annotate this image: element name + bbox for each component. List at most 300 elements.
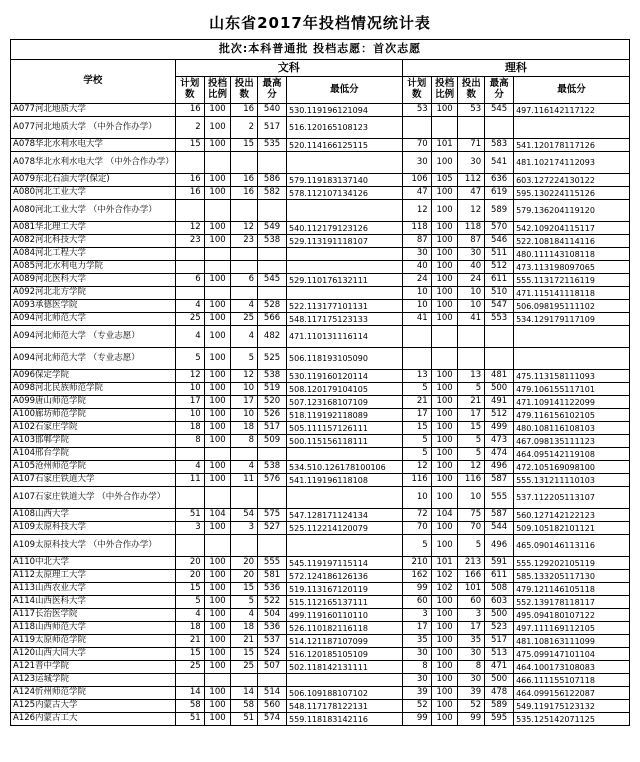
li-high-cell: 512 (485, 409, 514, 422)
li-high-cell: 547 (485, 300, 514, 313)
li-out-cell: 166 (458, 570, 485, 583)
wen-plan-cell: 10 (175, 383, 204, 396)
wen-high-cell: 538 (258, 235, 287, 248)
school-name-cell: A080河北工业大学 （中外合作办学） (11, 200, 176, 222)
li-high-cell: 478 (485, 687, 514, 700)
li-out-cell: 118 (458, 222, 485, 235)
wen-plan-cell: 18 (175, 422, 204, 435)
wen-ratio-cell (204, 261, 231, 274)
li-high-cell: 611 (485, 274, 514, 287)
li-high-cell: 589 (485, 700, 514, 713)
wen-low-cell: 520.114166125115 (287, 139, 403, 152)
li-high-cell: 512 (485, 261, 514, 274)
li-plan-cell: 210 (402, 557, 431, 570)
li-plan-cell: 13 (402, 370, 431, 383)
wen-out-cell: 16 (231, 174, 258, 187)
li-ratio-cell: 100 (431, 274, 458, 287)
li-plan-cell: 10 (402, 287, 431, 300)
header-wen-high: 最高分 (258, 77, 287, 104)
school-name-cell: A080河北工业大学 (11, 187, 176, 200)
wen-ratio-cell (204, 200, 231, 222)
li-low-cell: 555.129202105119 (514, 557, 630, 570)
wen-out-cell (231, 448, 258, 461)
li-ratio-cell (431, 348, 458, 370)
li-low-cell: 585.133205117130 (514, 570, 630, 583)
li-low-cell: 595.130224115126 (514, 187, 630, 200)
li-high-cell: 499 (485, 422, 514, 435)
li-low-cell: 497.111169112105 (514, 622, 630, 635)
li-ratio-cell: 100 (431, 487, 458, 509)
wen-out-cell (231, 261, 258, 274)
wen-ratio-cell: 100 (204, 383, 231, 396)
li-low-cell: 479.116156102105 (514, 409, 630, 422)
li-low-cell: 579.136204119120 (514, 200, 630, 222)
li-high-cell: 500 (485, 383, 514, 396)
wen-high-cell (258, 287, 287, 300)
li-out-cell: 12 (458, 200, 485, 222)
wen-out-cell: 14 (231, 687, 258, 700)
wen-low-cell: 502.118142131111 (287, 661, 403, 674)
wen-out-cell: 11 (231, 474, 258, 487)
li-ratio-cell: 100 (431, 535, 458, 557)
table-row (11, 635, 630, 648)
li-high-cell: 587 (485, 509, 514, 522)
wen-ratio-cell: 100 (204, 648, 231, 661)
li-high-cell: 473 (485, 435, 514, 448)
li-plan-cell: 30 (402, 674, 431, 687)
li-out-cell: 52 (458, 700, 485, 713)
li-out-cell: 35 (458, 635, 485, 648)
li-out-cell: 70 (458, 522, 485, 535)
wen-plan-cell: 4 (175, 300, 204, 313)
li-low-cell: 560.127142122123 (514, 509, 630, 522)
wen-out-cell (231, 200, 258, 222)
li-plan-cell: 47 (402, 187, 431, 200)
wen-plan-cell: 16 (175, 174, 204, 187)
li-high-cell: 481 (485, 370, 514, 383)
li-plan-cell: 53 (402, 104, 431, 117)
wen-low-cell: 548.117175123133 (287, 313, 403, 326)
wen-high-cell: 504 (258, 609, 287, 622)
wen-out-cell: 58 (231, 700, 258, 713)
table-row (11, 522, 630, 535)
wen-ratio-cell: 100 (204, 622, 231, 635)
wen-low-cell: 519.113167120119 (287, 583, 403, 596)
li-high-cell: 471 (485, 661, 514, 674)
wen-ratio-cell (204, 248, 231, 261)
wen-low-cell: 526.110182116118 (287, 622, 403, 635)
table-row (11, 117, 630, 139)
li-low-cell: 542.109204115117 (514, 222, 630, 235)
school-name-cell: A078华北水利水电大学 (11, 139, 176, 152)
school-name-cell: A096保定学院 (11, 370, 176, 383)
li-plan-cell: 8 (402, 661, 431, 674)
wen-high-cell: 540 (258, 104, 287, 117)
li-low-cell: 480.111143108118 (514, 248, 630, 261)
li-low-cell: 465.090146113116 (514, 535, 630, 557)
wen-low-cell: 541.119196118108 (287, 474, 403, 487)
wen-out-cell: 18 (231, 622, 258, 635)
li-out-cell: 17 (458, 409, 485, 422)
li-ratio-cell: 100 (431, 300, 458, 313)
li-high-cell: 517 (485, 635, 514, 648)
li-plan-cell: 35 (402, 635, 431, 648)
wen-ratio-cell (204, 152, 231, 174)
li-low-cell: 479.121146105118 (514, 583, 630, 596)
wen-plan-cell: 14 (175, 687, 204, 700)
wen-high-cell: 555 (258, 557, 287, 570)
statistics-table (10, 39, 630, 726)
li-plan-cell: 52 (402, 700, 431, 713)
wen-high-cell: 525 (258, 348, 287, 370)
wen-plan-cell: 15 (175, 648, 204, 661)
school-name-cell: A098河北民族师范学院 (11, 383, 176, 396)
wen-plan-cell: 16 (175, 104, 204, 117)
li-plan-cell (402, 326, 431, 348)
wen-low-cell: 525.112214120079 (287, 522, 403, 535)
table-row (11, 596, 630, 609)
li-plan-cell: 10 (402, 300, 431, 313)
wen-low-cell: 522.113177101131 (287, 300, 403, 313)
wen-plan-cell (175, 200, 204, 222)
wen-ratio-cell (204, 674, 231, 687)
school-name-cell: A105沧州师范学院 (11, 461, 176, 474)
li-high-cell: 500 (485, 609, 514, 622)
li-ratio-cell: 100 (431, 596, 458, 609)
school-name-cell: A077河北地质大学 （中外合作办学） (11, 117, 176, 139)
table-row (11, 222, 630, 235)
li-out-cell: 60 (458, 596, 485, 609)
wen-high-cell (258, 487, 287, 509)
wen-out-cell: 6 (231, 274, 258, 287)
li-high-cell: 491 (485, 396, 514, 409)
school-name-cell: A110中北大学 (11, 557, 176, 570)
wen-plan-cell (175, 248, 204, 261)
table-row (11, 435, 630, 448)
wen-low-cell: 547.128171124134 (287, 509, 403, 522)
li-out-cell: 3 (458, 609, 485, 622)
li-low-cell (514, 117, 630, 139)
wen-low-cell (287, 248, 403, 261)
wen-plan-cell: 23 (175, 235, 204, 248)
subtitle-row (11, 40, 630, 60)
wen-ratio-cell: 100 (204, 596, 231, 609)
li-ratio-cell: 100 (431, 287, 458, 300)
wen-high-cell: 538 (258, 370, 287, 383)
wen-low-cell: 514.121187107099 (287, 635, 403, 648)
wen-plan-cell: 12 (175, 370, 204, 383)
wen-ratio-cell: 100 (204, 435, 231, 448)
li-ratio-cell: 102 (431, 570, 458, 583)
li-low-cell: 464.100173108083 (514, 661, 630, 674)
school-name-cell: A094河北师范大学 （专业志愿） (11, 326, 176, 348)
li-ratio-cell: 100 (431, 687, 458, 700)
school-name-cell: A081华北理工大学 (11, 222, 176, 235)
li-low-cell: 555.113172116119 (514, 274, 630, 287)
li-low-cell: 471.109141122099 (514, 396, 630, 409)
wen-low-cell: 529.113191118107 (287, 235, 403, 248)
table-row (11, 139, 630, 152)
wen-high-cell: 519 (258, 383, 287, 396)
li-low-cell: 549.119175123132 (514, 700, 630, 713)
batch-subtitle: 批次:本科普通批 投档志愿：首次志愿 (11, 40, 630, 60)
table-row (11, 235, 630, 248)
wen-out-cell: 54 (231, 509, 258, 522)
li-out-cell: 47 (458, 187, 485, 200)
li-ratio-cell: 100 (431, 187, 458, 200)
li-high-cell: 546 (485, 235, 514, 248)
li-low-cell: 534.129179117109 (514, 313, 630, 326)
li-low-cell: 464.095142119108 (514, 448, 630, 461)
wen-out-cell: 10 (231, 409, 258, 422)
wen-high-cell: 560 (258, 700, 287, 713)
table-row (11, 570, 630, 583)
table-row (11, 300, 630, 313)
table-row (11, 648, 630, 661)
table-row (11, 248, 630, 261)
school-name-cell: A100廊坊师范学院 (11, 409, 176, 422)
header-wen-out: 投出数 (231, 77, 258, 104)
table-row (11, 274, 630, 287)
li-high-cell: 570 (485, 222, 514, 235)
table-row (11, 535, 630, 557)
table-row (11, 326, 630, 348)
wen-plan-cell: 5 (175, 348, 204, 370)
wen-out-cell: 2 (231, 117, 258, 139)
wen-plan-cell: 25 (175, 313, 204, 326)
wen-high-cell: 526 (258, 409, 287, 422)
wen-high-cell (258, 152, 287, 174)
li-ratio-cell: 100 (431, 609, 458, 622)
li-out-cell: 21 (458, 396, 485, 409)
li-out-cell: 8 (458, 661, 485, 674)
wen-ratio-cell: 100 (204, 422, 231, 435)
school-name-cell: A092河北北方学院 (11, 287, 176, 300)
wen-high-cell: 581 (258, 570, 287, 583)
school-name-cell: A119太原师范学院 (11, 635, 176, 648)
li-ratio-cell: 100 (431, 648, 458, 661)
table-row (11, 383, 630, 396)
li-low-cell: 537.112205113107 (514, 487, 630, 509)
li-plan-cell: 12 (402, 461, 431, 474)
wen-high-cell (258, 448, 287, 461)
wen-ratio-cell: 100 (204, 661, 231, 674)
wen-ratio-cell: 100 (204, 313, 231, 326)
wen-out-cell: 15 (231, 648, 258, 661)
header-li-ratio: 投档比例 (431, 77, 458, 104)
wen-low-cell: 545.119197115114 (287, 557, 403, 570)
li-ratio-cell: 100 (431, 383, 458, 396)
li-out-cell: 17 (458, 622, 485, 635)
wen-ratio-cell: 100 (204, 348, 231, 370)
wen-high-cell: 535 (258, 139, 287, 152)
wen-plan-cell (175, 674, 204, 687)
li-low-cell: 466.111155107118 (514, 674, 630, 687)
wen-high-cell: 586 (258, 174, 287, 187)
wen-ratio-cell: 100 (204, 235, 231, 248)
wen-out-cell: 23 (231, 235, 258, 248)
li-out-cell: 5 (458, 383, 485, 396)
li-plan-cell: 106 (402, 174, 431, 187)
li-ratio-cell: 100 (431, 461, 458, 474)
wen-low-cell: 572.124186126136 (287, 570, 403, 583)
li-out-cell: 5 (458, 535, 485, 557)
wen-plan-cell: 51 (175, 713, 204, 726)
wen-low-cell (287, 261, 403, 274)
li-ratio-cell: 100 (431, 448, 458, 461)
li-low-cell: 467.098135111123 (514, 435, 630, 448)
li-high-cell: 553 (485, 313, 514, 326)
li-plan-cell: 99 (402, 713, 431, 726)
li-out-cell (458, 348, 485, 370)
wen-high-cell: 509 (258, 435, 287, 448)
li-ratio-cell: 100 (431, 152, 458, 174)
wen-high-cell: 522 (258, 596, 287, 609)
li-ratio-cell: 100 (431, 674, 458, 687)
wen-high-cell: 507 (258, 661, 287, 674)
wen-plan-cell (175, 261, 204, 274)
li-high-cell (485, 117, 514, 139)
li-high-cell (485, 326, 514, 348)
school-name-cell: A085河北水利电力学院 (11, 261, 176, 274)
wen-ratio-cell: 100 (204, 583, 231, 596)
li-high-cell: 508 (485, 583, 514, 596)
li-out-cell: 5 (458, 435, 485, 448)
wen-out-cell: 25 (231, 313, 258, 326)
wen-plan-cell: 15 (175, 139, 204, 152)
li-out-cell: 30 (458, 152, 485, 174)
li-plan-cell: 5 (402, 435, 431, 448)
wen-low-cell (287, 448, 403, 461)
wen-high-cell: 527 (258, 522, 287, 535)
wen-out-cell: 4 (231, 461, 258, 474)
li-high-cell: 513 (485, 648, 514, 661)
li-ratio-cell: 100 (431, 261, 458, 274)
li-high-cell: 511 (485, 248, 514, 261)
wen-high-cell: 549 (258, 222, 287, 235)
li-low-cell: 481.102174112093 (514, 152, 630, 174)
li-plan-cell: 39 (402, 687, 431, 700)
li-plan-cell: 15 (402, 422, 431, 435)
wen-ratio-cell (204, 287, 231, 300)
table-row (11, 448, 630, 461)
school-name-cell: A079东北石油大学(保定) (11, 174, 176, 187)
li-ratio-cell: 101 (431, 139, 458, 152)
wen-low-cell: 516.120185105109 (287, 648, 403, 661)
wen-ratio-cell: 100 (204, 370, 231, 383)
wen-out-cell: 18 (231, 422, 258, 435)
li-high-cell: 500 (485, 674, 514, 687)
li-out-cell: 30 (458, 674, 485, 687)
li-plan-cell: 17 (402, 409, 431, 422)
li-ratio-cell: 100 (431, 435, 458, 448)
wen-low-cell (287, 200, 403, 222)
li-plan-cell: 30 (402, 248, 431, 261)
li-plan-cell: 3 (402, 609, 431, 622)
wen-ratio-cell: 100 (204, 274, 231, 287)
wen-high-cell: 566 (258, 313, 287, 326)
wen-ratio-cell: 100 (204, 687, 231, 700)
table-row (11, 509, 630, 522)
wen-plan-cell: 5 (175, 596, 204, 609)
li-low-cell: 473.113198097065 (514, 261, 630, 274)
header-wen-plan: 计划数 (175, 77, 204, 104)
li-ratio-cell: 100 (431, 713, 458, 726)
li-plan-cell: 87 (402, 235, 431, 248)
wen-low-cell: 548.117178122131 (287, 700, 403, 713)
wen-ratio-cell: 100 (204, 222, 231, 235)
li-high-cell: 523 (485, 622, 514, 635)
table-row (11, 487, 630, 509)
wen-plan-cell: 21 (175, 635, 204, 648)
li-ratio-cell: 100 (431, 235, 458, 248)
wen-out-cell: 3 (231, 522, 258, 535)
school-name-cell: A112太原理工大学 (11, 570, 176, 583)
school-name-cell: A089河北医科大学 (11, 274, 176, 287)
wen-low-cell: 534.510.126178100106 (287, 461, 403, 474)
wen-plan-cell: 58 (175, 700, 204, 713)
table-row (11, 409, 630, 422)
wen-plan-cell: 3 (175, 522, 204, 535)
wen-ratio-cell: 100 (204, 187, 231, 200)
school-name-cell: A099唐山师范学院 (11, 396, 176, 409)
wen-low-cell: 559.118183142116 (287, 713, 403, 726)
li-plan-cell: 40 (402, 261, 431, 274)
li-ratio-cell: 100 (431, 104, 458, 117)
table-row (11, 713, 630, 726)
school-name-cell: A117长治医学院 (11, 609, 176, 622)
wen-out-cell: 12 (231, 370, 258, 383)
wen-out-cell (231, 535, 258, 557)
table-row (11, 687, 630, 700)
li-plan-cell: 162 (402, 570, 431, 583)
wen-ratio-cell: 100 (204, 396, 231, 409)
wen-plan-cell: 20 (175, 557, 204, 570)
wen-plan-cell: 20 (175, 570, 204, 583)
wen-out-cell: 51 (231, 713, 258, 726)
li-out-cell: 87 (458, 235, 485, 248)
school-name-cell: A077河北地质大学 (11, 104, 176, 117)
header-li-low: 最低分 (514, 77, 630, 104)
li-ratio-cell: 100 (431, 635, 458, 648)
school-name-cell: A103邯郸学院 (11, 435, 176, 448)
li-out-cell: 101 (458, 583, 485, 596)
li-high-cell: 545 (485, 104, 514, 117)
li-low-cell: 603.127224130122 (514, 174, 630, 187)
wen-low-cell: 471.110131116114 (287, 326, 403, 348)
li-ratio-cell: 100 (431, 396, 458, 409)
wen-out-cell: 16 (231, 104, 258, 117)
wen-ratio-cell (204, 448, 231, 461)
li-ratio-cell: 100 (431, 313, 458, 326)
school-name-cell: A114山西医科大学 (11, 596, 176, 609)
wen-low-cell: 579.119183137140 (287, 174, 403, 187)
li-plan-cell: 118 (402, 222, 431, 235)
table-row (11, 152, 630, 174)
li-high-cell: 496 (485, 461, 514, 474)
wen-plan-cell: 2 (175, 117, 204, 139)
wen-plan-cell: 6 (175, 274, 204, 287)
li-ratio-cell: 100 (431, 200, 458, 222)
li-ratio-cell: 100 (431, 700, 458, 713)
li-low-cell: 495.094180107122 (514, 609, 630, 622)
school-name-cell: A108山西大学 (11, 509, 176, 522)
table-row (11, 661, 630, 674)
wen-out-cell: 15 (231, 583, 258, 596)
li-out-cell: 116 (458, 474, 485, 487)
li-plan-cell: 72 (402, 509, 431, 522)
header-li-high: 最高分 (485, 77, 514, 104)
